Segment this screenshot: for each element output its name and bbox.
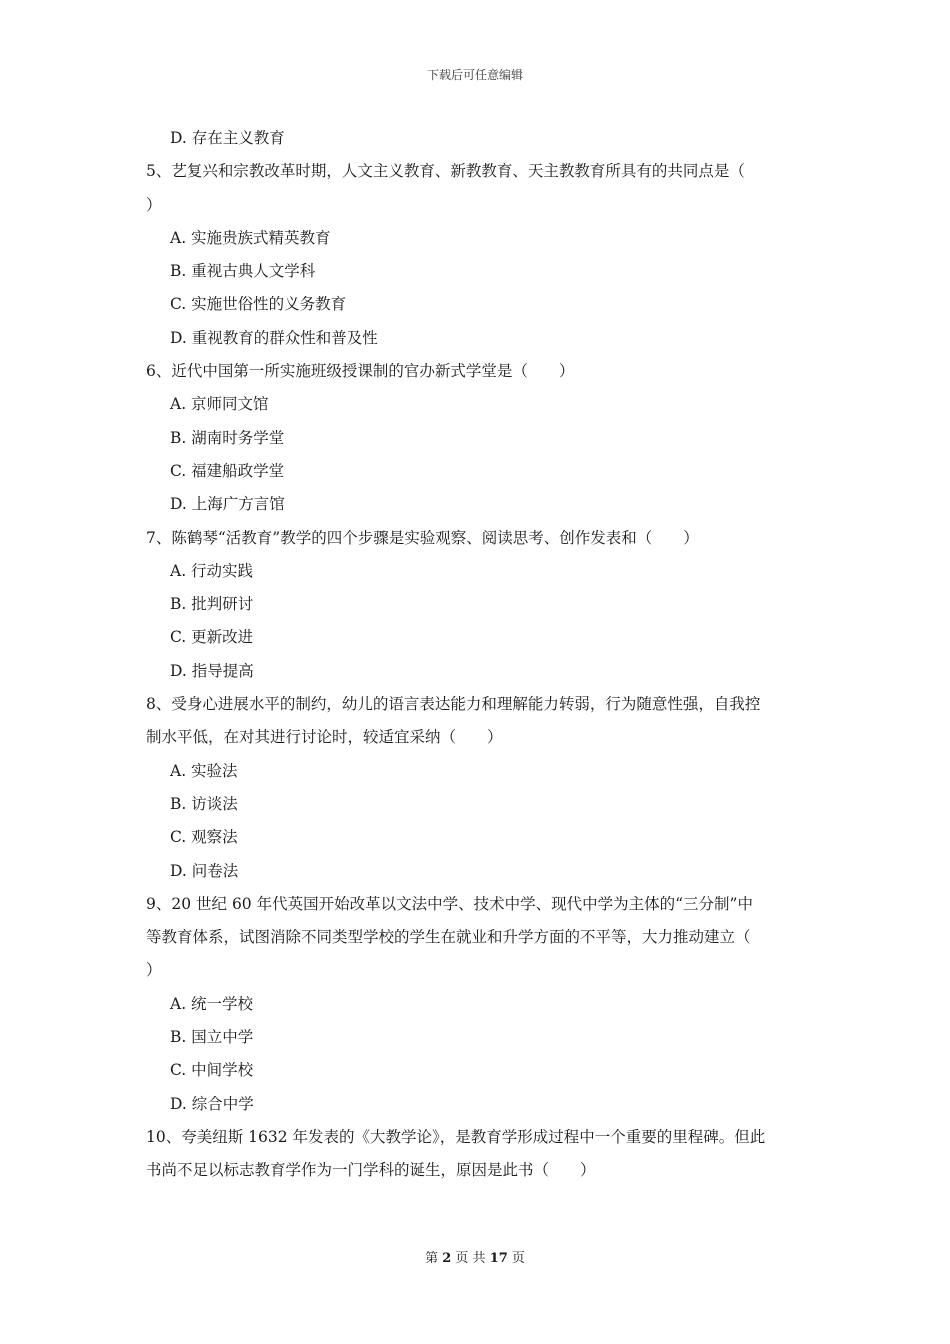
option-7-a: A. 行动实践 [170,561,254,580]
option-8-d: D. 问卷法 [170,861,239,880]
question-9-line-2: 等教育体系，试图消除不同类型学校的学生在就业和升学方面的不平等，大力推动建立（ [146,928,751,947]
question-9-line-3: ） [146,961,162,980]
question-5-line-2: ） [146,195,162,214]
option-9-d: D. 综合中学 [170,1094,254,1113]
option-8-a: A. 实验法 [170,761,238,780]
option-8-c: C. 观察法 [170,828,238,847]
question-10-line-1: 10、夸美纽斯 1632 年发表的《大教学论》，是教育学形成过程中一个重要的里程碑。但此 [146,1127,766,1146]
current-page-number: 2 [442,1251,452,1266]
option-7-c: C. 更新改进 [170,628,254,647]
option-9-c: C. 中间学校 [170,1061,254,1080]
question-7: 7、陈鹤琴“活教育”教学的四个步骤是实验观察、阅读思考、创作发表和（ ） [146,528,699,547]
option-9-b: B. 国立中学 [170,1028,254,1047]
option-6-d: D. 上海广方言馆 [170,495,285,514]
question-8-line-1: 8、受身心进展水平的制约，幼儿的语言表达能力和理解能力转弱，行为随意性强，自我控 [146,695,761,714]
option-9-a: A. 统一学校 [170,994,254,1013]
option-5-d: D. 重视教育的群众性和普及性 [170,328,378,347]
question-8-line-2: 制水平低，在对其进行讨论时，较适宜采纳（ ） [146,728,503,747]
question-9-line-1: 9、20 世纪 60 年代英国开始改革以文法中学、技术中学、现代中学为主体的“三分制”中 [146,894,753,913]
option-5-a: A. 实施贵族式精英教育 [170,228,331,247]
option-4-d: D. 存在主义教育 [170,129,285,147]
page-footer [0,1247,950,1266]
page-header: 下载后可任意编辑 [426,68,523,82]
footer-suffix: 页 [511,1251,525,1266]
option-5-b: B. 重视古典人文学科 [170,262,316,281]
footer-middle: 页 共 [455,1251,486,1266]
question-6: 6、近代中国第一所实施班级授课制的官办新式学堂是（ ） [146,362,575,381]
option-5-c: C. 实施世俗性的义务教育 [170,295,347,314]
option-6-c: C. 福建船政学堂 [170,461,285,480]
option-6-a: A. 京师同文馆 [170,395,269,414]
question-5-line-1: 5、艺复兴和宗教改革时期，人文主义教育、新教教育、天主教教育所具有的共同点是（ [146,162,745,181]
question-10-line-2: 书尚不足以标志教育学作为一门学科的诞生，原因是此书（ ） [146,1161,596,1180]
total-pages-number: 17 [489,1251,508,1266]
option-6-b: B. 湖南时务学堂 [170,428,285,447]
option-8-b: B. 访谈法 [170,794,238,813]
option-7-b: B. 批判研讨 [170,595,254,614]
option-7-d: D. 指导提高 [170,661,254,680]
document-body [146,122,811,1188]
footer-prefix: 第 [425,1251,439,1266]
